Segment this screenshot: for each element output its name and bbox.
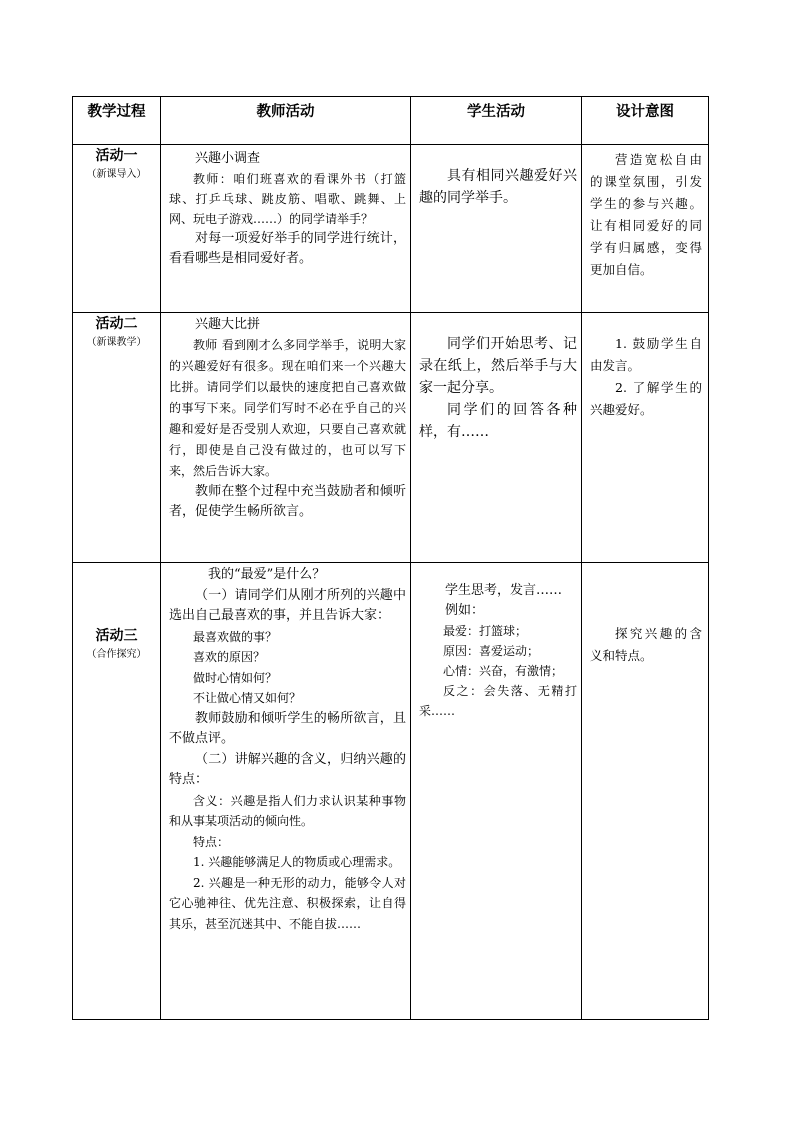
student-text: 学生思考，发言…… xyxy=(445,583,563,598)
teacher-text: 教师在整个过程中充当鼓励者和倾听者，促使学生畅所欲言。 xyxy=(169,484,406,519)
student-text: 同学们的回答各种样，有…… xyxy=(419,402,577,440)
activity-cell xyxy=(73,145,161,313)
teacher-text: 教师：咱们班喜欢的看课外书（打篮球、打乒乓球、跳皮筋、唱歌、跳舞、上网、玩电子游戏……）的同学请举手？ xyxy=(169,172,406,226)
teacher-text: 特点： xyxy=(193,834,230,849)
teacher-cell xyxy=(161,563,411,1020)
teacher-text: 对每一项爱好举手的同学进行统计，看看哪些是相同爱好者。 xyxy=(169,231,406,266)
student-text: 同学们开始思考、记录在纸上，然后举手与大家一起分享。 xyxy=(419,336,577,396)
teacher-cell xyxy=(161,145,411,313)
header-teacher: 教师活动 xyxy=(161,97,411,145)
design-text: 营造宽松自由的课堂氛围，引发学生的参与兴趣。让有相同爱好的同学有归属感，变得更加自信。 xyxy=(590,152,702,277)
header-process: 教学过程 xyxy=(73,97,161,145)
design-text: 2. 了解学生的兴趣爱好。 xyxy=(590,380,702,417)
student-cell xyxy=(411,563,582,1020)
teacher-text: 教师鼓励和倾听学生的畅所欲言，且不做点评。 xyxy=(169,710,406,746)
header-student: 学生活动 xyxy=(411,97,582,145)
student-text: 心情：兴奋，有激情； xyxy=(443,664,564,678)
activity-name: 活动二 xyxy=(95,316,138,332)
teacher-text: 不让做心情又如何？ xyxy=(193,691,302,705)
header-row xyxy=(73,97,709,145)
teacher-text: 兴趣大比拼 xyxy=(195,317,261,332)
teacher-text: 兴趣小调查 xyxy=(195,151,261,166)
student-text: 具有相同兴趣爱好兴趣的同学举手。 xyxy=(419,168,577,206)
teacher-text: 喜欢的原因？ xyxy=(193,650,266,664)
design-cell xyxy=(582,145,709,313)
design-cell xyxy=(582,313,709,563)
student-text: 例如： xyxy=(445,603,485,618)
table-row xyxy=(73,313,709,563)
table-row xyxy=(73,145,709,313)
activity-subtitle: （新课教学） xyxy=(86,337,147,348)
teacher-text: 1. 兴趣能够满足人的物质或心理需求。 xyxy=(193,855,401,869)
teacher-text: 做时心情如何？ xyxy=(193,670,278,685)
student-text: 最爱：打篮球； xyxy=(443,624,528,638)
design-text: 探究兴趣的含义和特点。 xyxy=(590,626,702,663)
teacher-text: （一）请同学们从刚才所列的兴趣中选出自己最喜欢的事，并且告诉大家： xyxy=(169,587,406,623)
activity-name: 活动三 xyxy=(95,628,138,644)
header-design: 设计意图 xyxy=(582,97,709,145)
activity-subtitle: （新课导入） xyxy=(86,169,147,180)
activity-cell xyxy=(73,563,161,1020)
student-cell xyxy=(411,145,582,313)
activity-cell xyxy=(73,313,161,563)
student-text: 原因：喜爱运动； xyxy=(443,644,540,658)
teacher-text: 含义：兴趣是指人们力求认识某种事物和从事某项活动的倾向性。 xyxy=(169,793,406,828)
teacher-text: 最喜欢做的事？ xyxy=(193,629,278,644)
design-cell xyxy=(582,563,709,1020)
design-text: 1. 鼓励学生自由发言。 xyxy=(590,336,702,373)
teacher-cell xyxy=(161,313,411,563)
table-row xyxy=(73,563,709,1020)
teacher-text: 我的“最爱”是什么？ xyxy=(208,567,326,582)
lesson-plan-table xyxy=(72,96,709,1020)
student-text: 反之：会失落、无精打采…… xyxy=(419,684,577,718)
teacher-text: 教师 看到刚才么多同学举手，说明大家的兴趣爱好有很多。现在咱们来一个兴趣大比拼。请同学们以最快的速度把自己喜欢做的事写下来。同学们写时不必在乎自己的兴趣和爱好是否受别人欢迎，只要自己喜欢就行，即使是自己没有做过的，也可以写下来，然后告诉大家。 xyxy=(169,338,406,478)
activity-name: 活动一 xyxy=(95,148,138,164)
activity-subtitle: （合作探究） xyxy=(86,649,147,660)
student-cell xyxy=(411,313,582,563)
teacher-text: 2. 兴趣是一种无形的动力，能够令人对它心驰神往、优先注意、积极探索，让自得其乐，甚至沉迷其中、不能自拔…… xyxy=(169,875,406,931)
teacher-text: （二）讲解兴趣的含义，归纳兴趣的特点： xyxy=(169,751,406,787)
